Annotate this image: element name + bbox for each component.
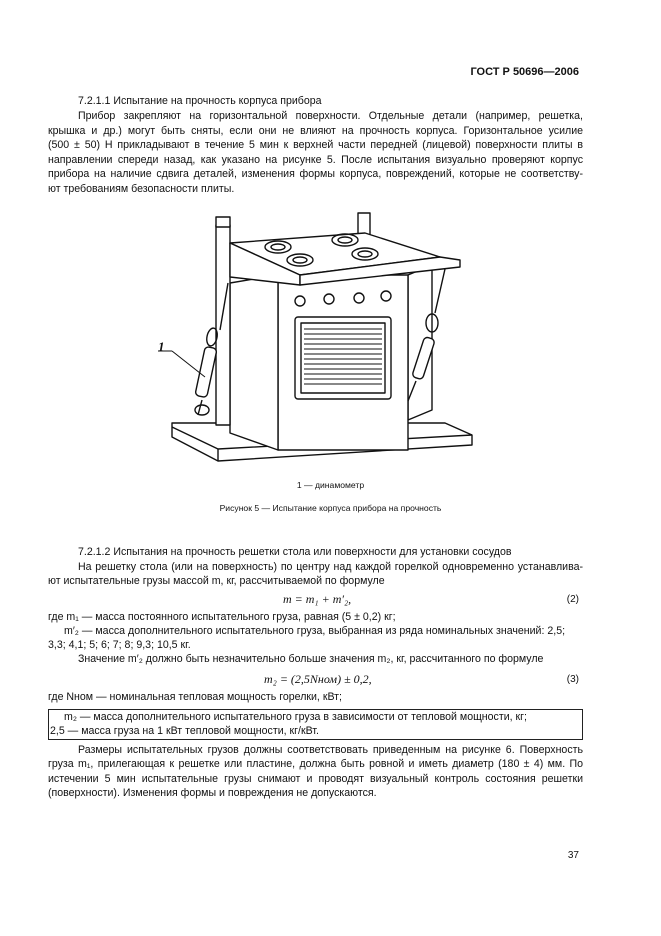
where-m1: где m₁ — масса постоянного испытательного груза, равная (5 ± 0,2) кг; (48, 611, 396, 623)
paragraph-line: крышка и др.) могут быть сняты, если они не влияют на прочность корпуса. Горизонтальное усилие (48, 125, 583, 137)
box-line-coefficient: 2,5 — масса груза на 1 кВт тепловой мощности, кг/кВт. (50, 725, 319, 737)
paragraph-line: Размеры испытательных грузов должны соответствовать приведенным на рисунке 6. Поверхность (78, 744, 583, 756)
paragraph-line: ют испытательные грузы массой m, кг, рассчитываемой по формуле (48, 575, 385, 587)
formula-2-number: (2) (566, 594, 579, 605)
stove-strength-test-drawing (150, 205, 480, 465)
where-n-nom: где Nном — номинальная тепловая мощность горелки, кВт; (48, 691, 342, 703)
formula-2: m = m₁ + m′₂, (283, 592, 352, 606)
paragraph-line: Прибор закрепляют на горизонтальной поверхности. Отдельные детали (например, решетка, (78, 110, 583, 122)
paragraph-line: истечении 5 мин испытательные грузы снимают и проводят визуальный контроль состояния решетки (48, 773, 583, 785)
page-number: 37 (567, 850, 579, 861)
box-line-m2: m₂ — масса дополнительного испытательного груза в зависимости от тепловой мощности, кг; (64, 711, 527, 723)
paragraph-line: На решетку стола (или на поверхность) по центру над каждой горелкой одновременно устанавлива- (78, 561, 583, 573)
standard-header: ГОСТ Р 50696—2006 (470, 66, 579, 78)
paragraph-line: прибора на наличие сдвига деталей, изменения формы корпуса, повреждений, которые не соответству- (48, 168, 583, 180)
figure-legend: 1 — динамометр (296, 480, 365, 490)
where-m2-prime-values: 3,3; 4,1; 5; 6; 7; 8; 9,3; 10,5 кг. (48, 639, 191, 651)
section-heading-7-2-1-2: 7.2.1.2 Испытания на прочность решетки стола или поверхности для установки сосудов (78, 546, 512, 558)
figure-callout-1: 1 (158, 339, 165, 354)
where-m2-prime: m′₂ — масса дополнительного испытательного груза, выбранная из ряда номинальных значений: 2,5; (64, 625, 566, 637)
paragraph-line: ют требованиям безопасности плиты. (48, 183, 235, 195)
value-statement: Значение m′₂ должно быть незначительно больше значения m₂, кг, рассчитанного по формуле (78, 653, 544, 665)
figure-caption: Рисунок 5 — Испытание корпуса прибора на прочность (219, 503, 442, 513)
section-heading-7-2-1-1: 7.2.1.1 Испытание на прочность корпуса прибора (78, 95, 322, 107)
paragraph-line: (поверхности). Изменения формы и повреждения не допускаются. (48, 787, 377, 799)
paragraph-line: груза m₁, прилегающая к решетке или пластине, должна быть ровной и иметь диаметр (180 ± 4) мм. По (48, 758, 583, 770)
paragraph-line: (500 ± 50) Н прикладывают в течение 5 мин к верхней части передней (лицевой) поверхности плиты в (48, 139, 583, 151)
formula-3: m₂ = (2,5Nном) ± 0,2, (264, 672, 372, 686)
paragraph-line: направлении спереди назад, как указано на рисунке 5. После испытания визуально проверяют корпус (48, 154, 583, 166)
formula-3-number: (3) (566, 674, 579, 685)
